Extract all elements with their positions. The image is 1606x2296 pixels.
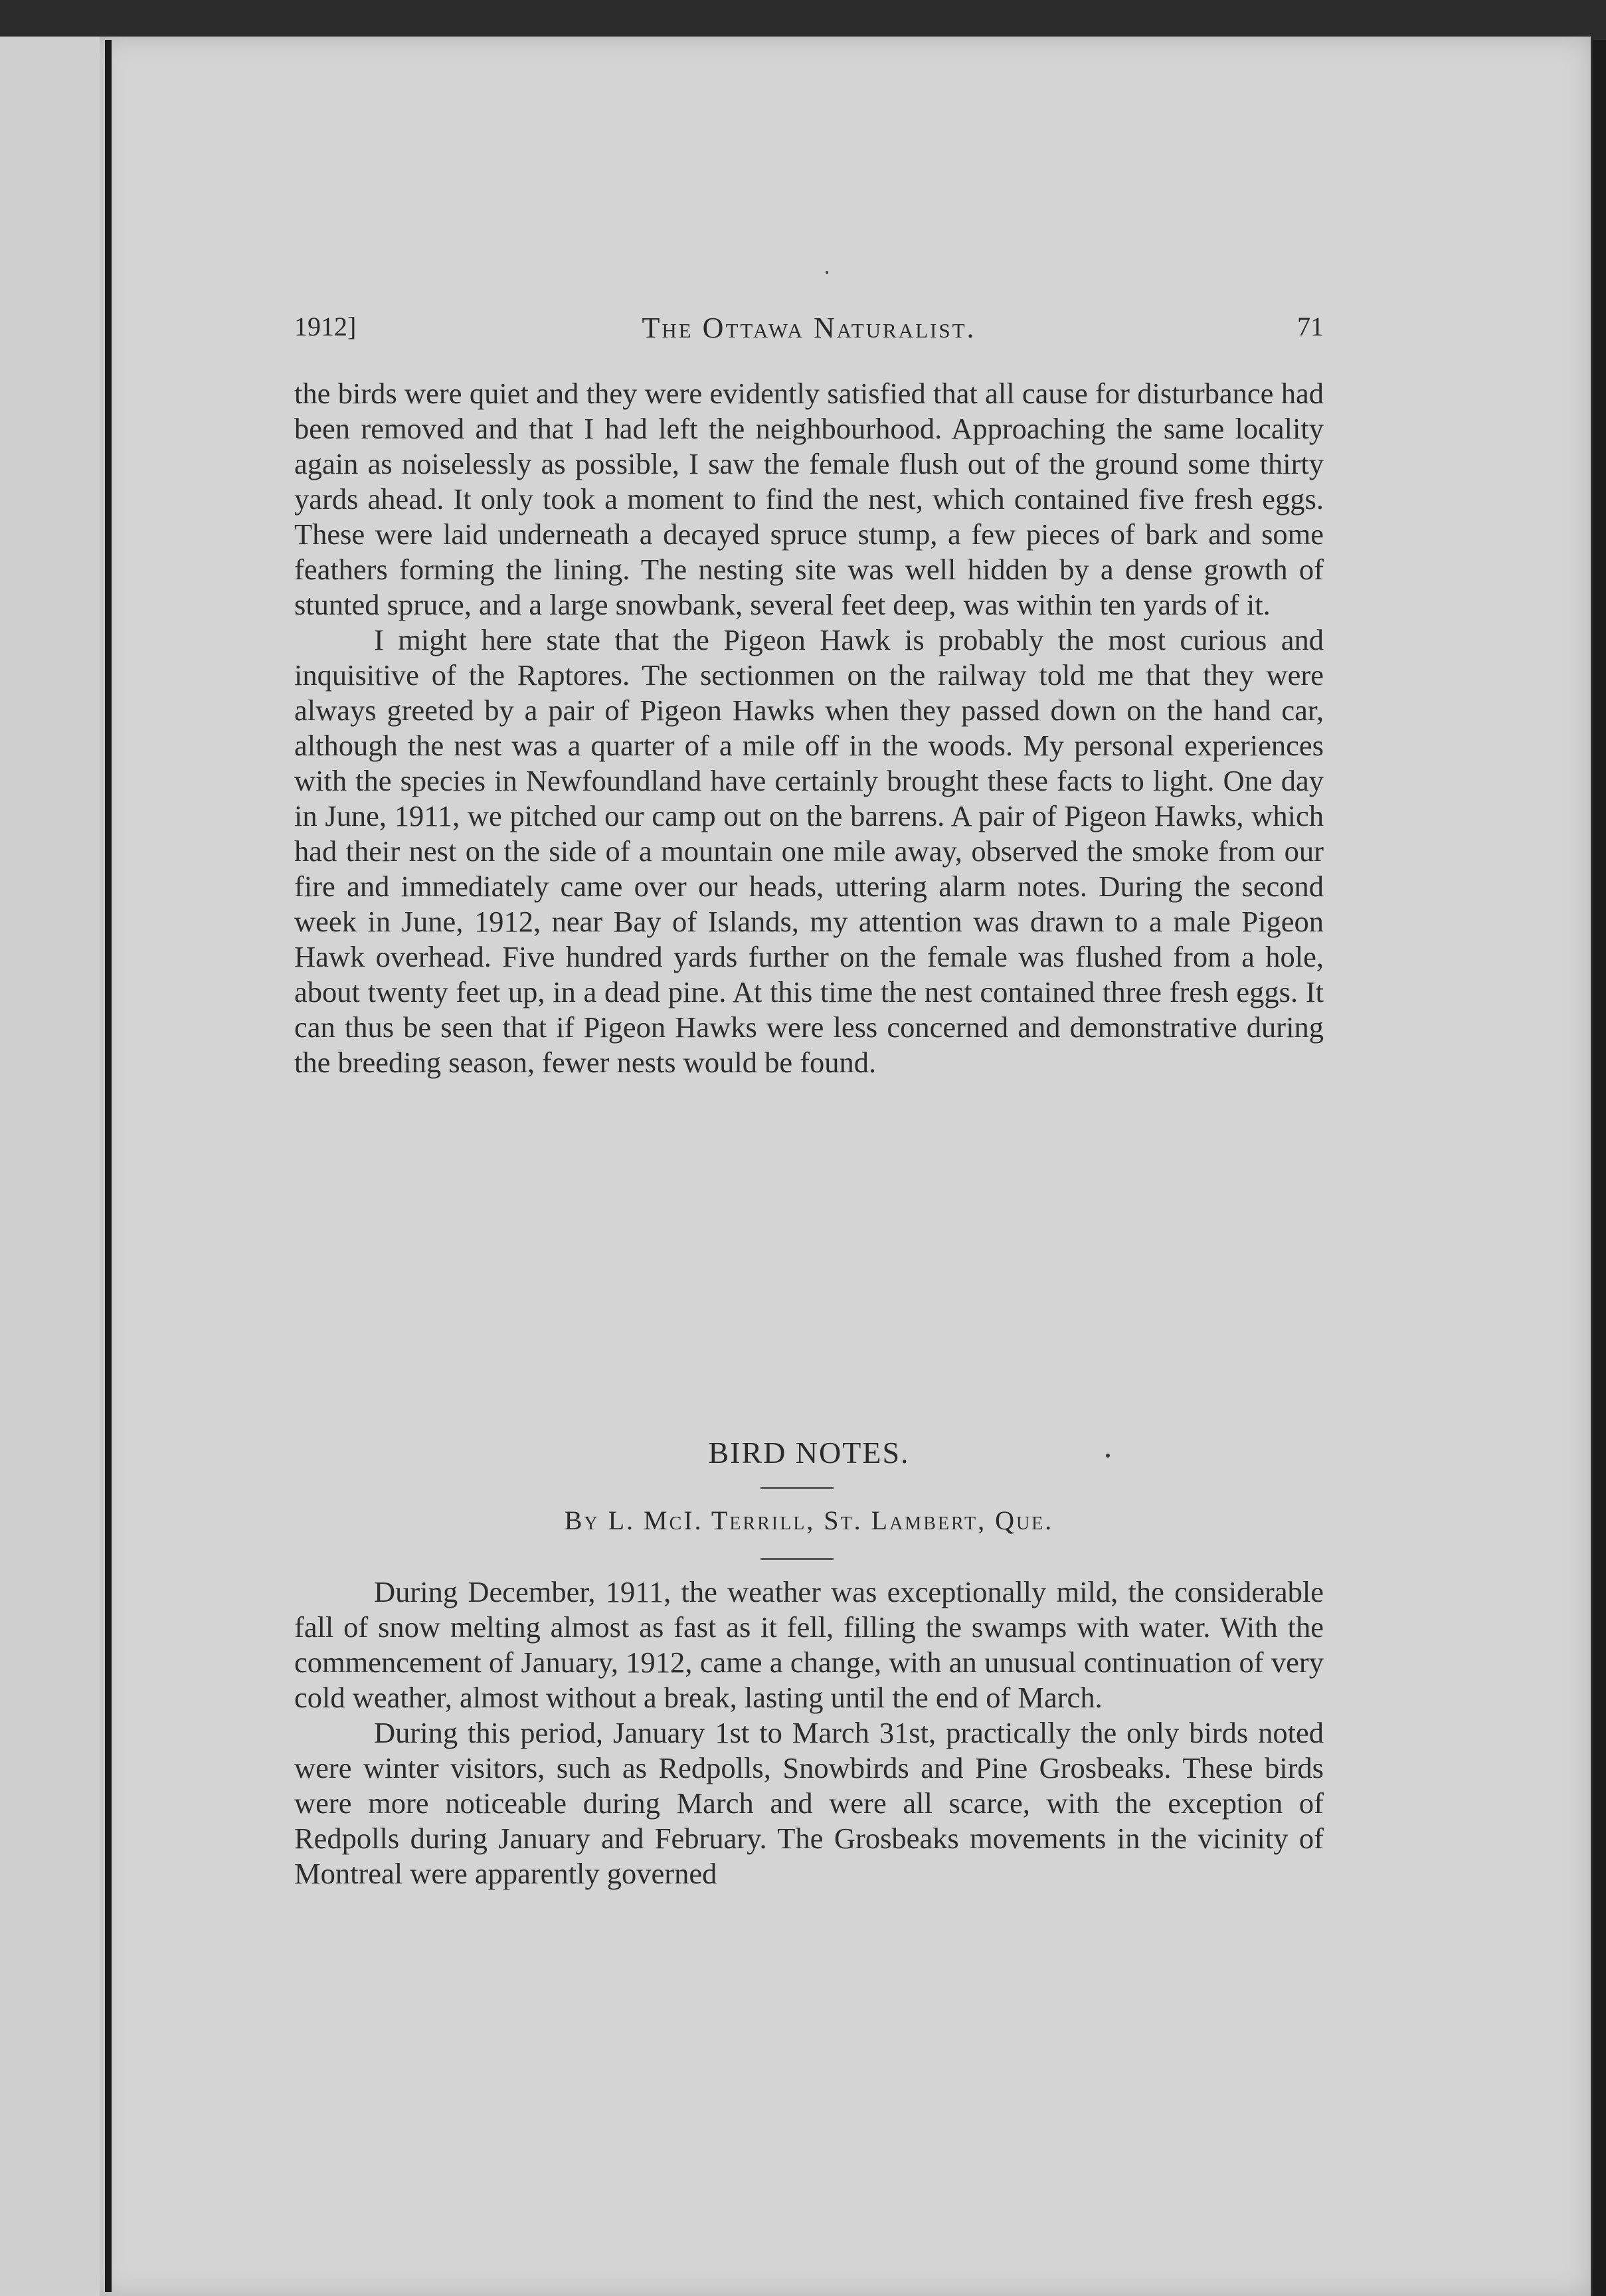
page-edge-shadow	[1593, 40, 1606, 2296]
paragraph: During December, 1911, the weather was exceptionally mild, the considerable fall of snow melting almost as fast as it fell, filling the swamps with water. With the commencement of January, 1912, came a change, with an unusual continuation of very cold weather, almost without a break, lasting until the end of March.	[294, 1575, 1324, 1714]
header-journal-title: The Ottawa Naturalist.	[642, 312, 976, 344]
running-header	[294, 311, 1324, 351]
title-divider	[760, 1487, 834, 1489]
paragraph: the birds were quiet and they were evidently satisfied that all cause for disturbance had been removed and that I had left the neighbourhood. Approaching the same locality again as noiselessly as possible, I saw the female flush out of the ground some thirty yards ahead. It only took a moment to find the nest, which contained five fresh eggs. These were laid underneath a decayed spruce stump, a few pieces of bark and some feathers forming the lining. The nesting site was well hidden by a dense growth of stunted spruce, and a large snowbank, several feet deep, was within ten yards of it.	[294, 377, 1324, 621]
article-body	[294, 1575, 1324, 1891]
ink-speck	[826, 271, 828, 274]
article-continuation	[294, 376, 1324, 1080]
byline-divider	[760, 1558, 834, 1560]
page-number: 71	[1297, 312, 1324, 341]
article-byline: By L. McI. Terrill, St. Lambert, Que.	[564, 1505, 1054, 1535]
paragraph: During this period, January 1st to March 31st, practically the only birds noted were winter visitors, such as Redpolls, Snowbirds and Pine Grosbeaks. These birds were more noticeable during March and were all scarce, with the exception of Redpolls during January and February. The Grosbeaks movements in the vicinity of Montreal were apparently governed	[294, 1716, 1324, 1890]
article-title: BIRD NOTES.	[708, 1436, 910, 1470]
header-year: 1912]	[294, 312, 357, 341]
facing-page-edge	[0, 37, 100, 2296]
paragraph: I might here state that the Pigeon Hawk is probably the most curious and inquisitive of the Raptores. The sectionmen on the railway told me that they were always greeted by a pair of Pigeon Hawks when they passed down on the hand car, although the nest was a quarter of a mile off in the woods. My personal experiences with the species in Newfoundland have certainly brought these facts to light. One day in June, 1911, we pitched our camp out on the barrens. A pair of Pigeon Hawks, which had their nest on the side of a mountain one mile away, observed the smoke from our fire and immediately came over our heads, uttering alarm notes. During the second week in June, 1912, near Bay of Islands, my attention was drawn to a male Pigeon Hawk overhead. Five hundred yards further on the female was flushed from a hole, about twenty feet up, in a dead pine. At this time the nest contained three fresh eggs. It can thus be seen that if Pigeon Hawks were less concerned and demonstrative during the breeding season, fewer nests would be found.	[294, 623, 1324, 1079]
binding-shadow	[105, 40, 112, 2292]
ink-speck	[1106, 1454, 1110, 1458]
